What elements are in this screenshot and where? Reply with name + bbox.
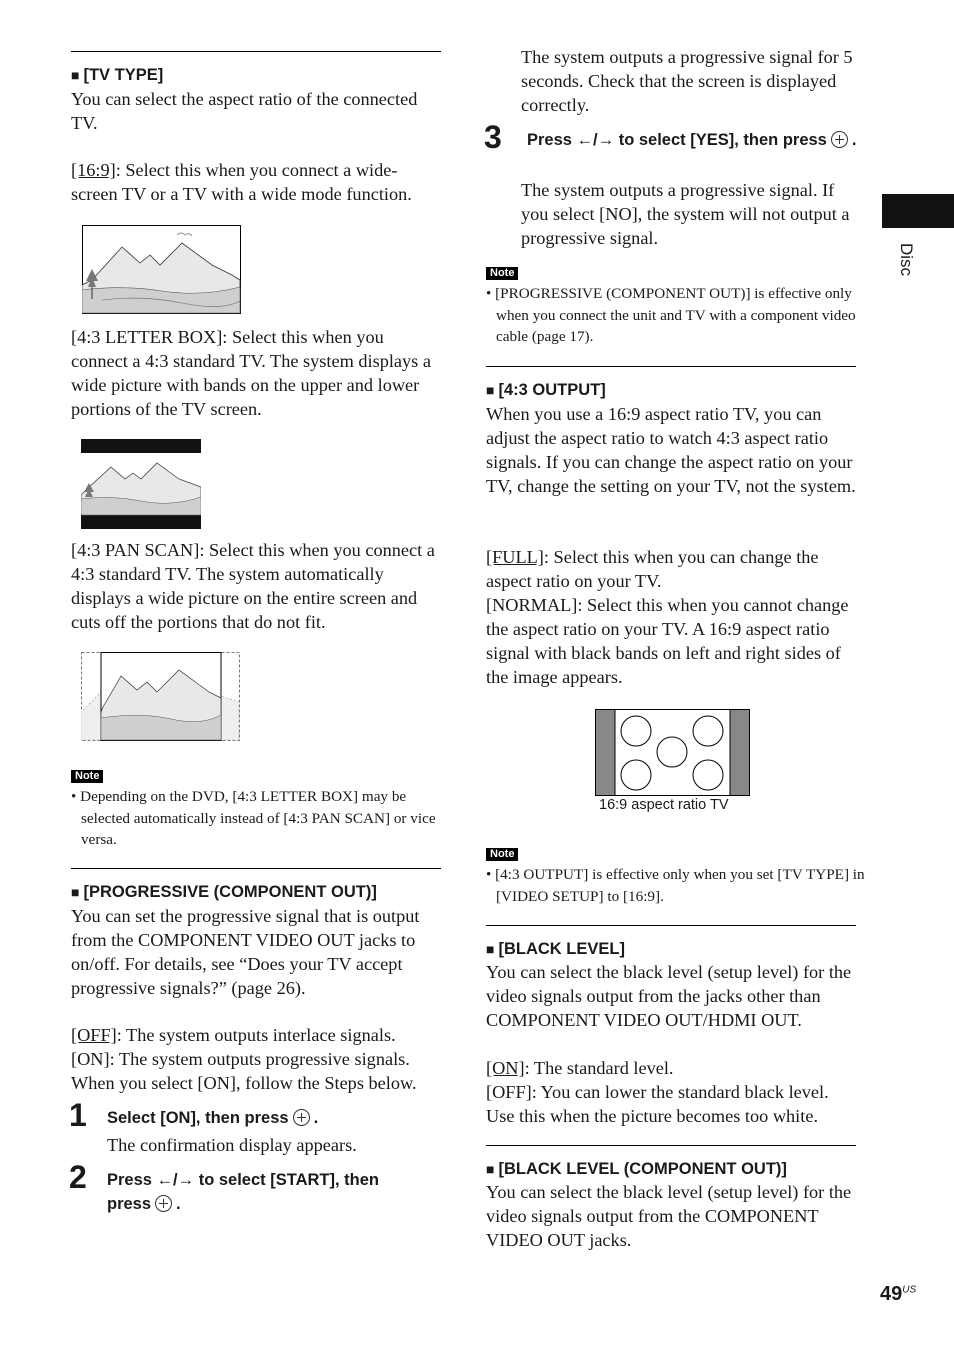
tv-type-intro: You can select the aspect ratio of the connected TV. (71, 89, 418, 133)
tv-type-note: • Depending on the DVD, [4:3 LETTER BOX] may be selected automatically instead of [4:3 PAN SCAN] or vice versa. (71, 788, 436, 848)
black-level-comp-heading: ■ [BLACK LEVEL (COMPONENT OUT)] (486, 1160, 787, 1178)
tv-type-169-option: [16:9]: Select this when you connect a wide-screen TV or a TV with a wide mode function. (71, 160, 412, 204)
step-1-title: Select [ON], then press . (107, 1109, 319, 1127)
output43-note: • [4:3 OUTPUT] is effective only when you set [TV TYPE] in [VIDEO SETUP] to [16:9]. (486, 866, 865, 905)
step-3-body: The system outputs a progressive signal. If you select [NO], the system will not output a progressive signal. (521, 180, 850, 248)
square-bullet-icon: ■ (486, 941, 495, 957)
square-bullet-icon: ■ (486, 382, 495, 398)
section-tab-marker (882, 194, 954, 228)
section-divider (71, 868, 441, 869)
letterbox-tv-illustration (81, 439, 201, 529)
output43-heading: ■ [4:3 OUTPUT] (486, 381, 606, 399)
step-2-body: The system outputs a progressive signal for 5 seconds. Check that the screen is displayed correctly. (521, 47, 853, 115)
enter-button-icon (831, 131, 848, 148)
square-bullet-icon: ■ (486, 1161, 495, 1177)
output43-intro: When you use a 16:9 aspect ratio TV, you can adjust the aspect ratio to watch 4:3 aspect ratio signals. If you can change the aspect ratio on your TV, change the setting on your TV, not the system. (486, 404, 856, 496)
illustration-caption: 16:9 aspect ratio TV (599, 797, 729, 813)
enter-button-icon (293, 1109, 310, 1126)
output43-normal-option: [NORMAL]: Select this when you cannot change the aspect ratio on your TV. A 16:9 aspect ratio signal with black bands on left and right sides of the image appears. (486, 595, 849, 687)
progressive-heading: ■ [PROGRESSIVE (COMPONENT OUT)] (71, 883, 377, 901)
note-badge: Note (71, 770, 103, 783)
option-on-label: [ON] (486, 1058, 525, 1078)
panscan-option: [4:3 PAN SCAN]: Select this when you connect a 4:3 standard TV. The system automatically displays a wide picture on the entire screen and cuts off the portions that do not fit. (71, 540, 435, 632)
black-level-off-option: [OFF]: You can lower the standard black level. Use this when the picture becomes too white. (486, 1082, 829, 1126)
option-full-label: [FULL] (486, 547, 544, 567)
note-badge: Note (486, 267, 518, 280)
aspect-ratio-tv-illustration (595, 709, 751, 797)
option-169-label: [16:9] (71, 160, 116, 180)
tv-type-heading: ■ [TV TYPE] (71, 66, 164, 84)
square-bullet-icon: ■ (71, 67, 80, 83)
progressive-note: • [PROGRESSIVE (COMPONENT OUT)] is effective only when you connect the unit and TV with a component video cable (page 17). (486, 285, 856, 345)
section-divider (486, 1145, 856, 1146)
section-divider (486, 925, 856, 926)
step-number: 1 (69, 1097, 87, 1133)
black-level-intro: You can select the black level (setup level) for the video signals output from the jacks other than COMPONENT VIDEO OUT/HDMI OUT. (486, 962, 852, 1030)
output43-full-option: [FULL]: Select this when you can change the aspect ratio on your TV. (486, 547, 819, 591)
step-2-title: Press ←/→ to select [START], then press . (107, 1171, 379, 1213)
square-bullet-icon: ■ (71, 884, 80, 900)
section-divider (71, 51, 441, 52)
black-level-comp-intro: You can select the black level (setup level) for the video signals output from the COMPONENT VIDEO OUT jacks. (486, 1182, 852, 1250)
widescreen-tv-illustration (82, 225, 242, 315)
step-number: 3 (484, 119, 502, 155)
option-off-label: [OFF] (71, 1025, 117, 1045)
section-tab-label: Disc (897, 243, 916, 277)
enter-button-icon (155, 1195, 172, 1212)
black-level-on-option: [ON]: The standard level. (486, 1058, 674, 1078)
progressive-on-option: [ON]: The system outputs progressive signals. When you select [ON], follow the Steps below. (71, 1049, 417, 1093)
section-divider (486, 366, 856, 367)
progressive-off-option: [OFF]: The system outputs interlace signals. (71, 1025, 396, 1045)
step-number: 2 (69, 1159, 87, 1195)
panscan-tv-illustration (81, 652, 241, 742)
step-1-body: The confirmation display appears. (107, 1135, 357, 1155)
step-3-title: Press ←/→ to select [YES], then press . (527, 131, 857, 149)
black-level-heading: ■ [BLACK LEVEL] (486, 940, 625, 958)
note-badge: Note (486, 848, 518, 861)
page-number: $49^{US}$ (880, 1283, 917, 1305)
letterbox-option: [4:3 LETTER BOX]: Select this when you connect a 4:3 standard TV. The system displays a wide picture with bands on the upper and lower portions of the TV screen. (71, 327, 431, 419)
progressive-intro: You can set the progressive signal that is output from the COMPONENT VIDEO OUT jacks to on/off. For details, see “Does your TV accept progressive signals?” (page 26). (71, 906, 420, 998)
